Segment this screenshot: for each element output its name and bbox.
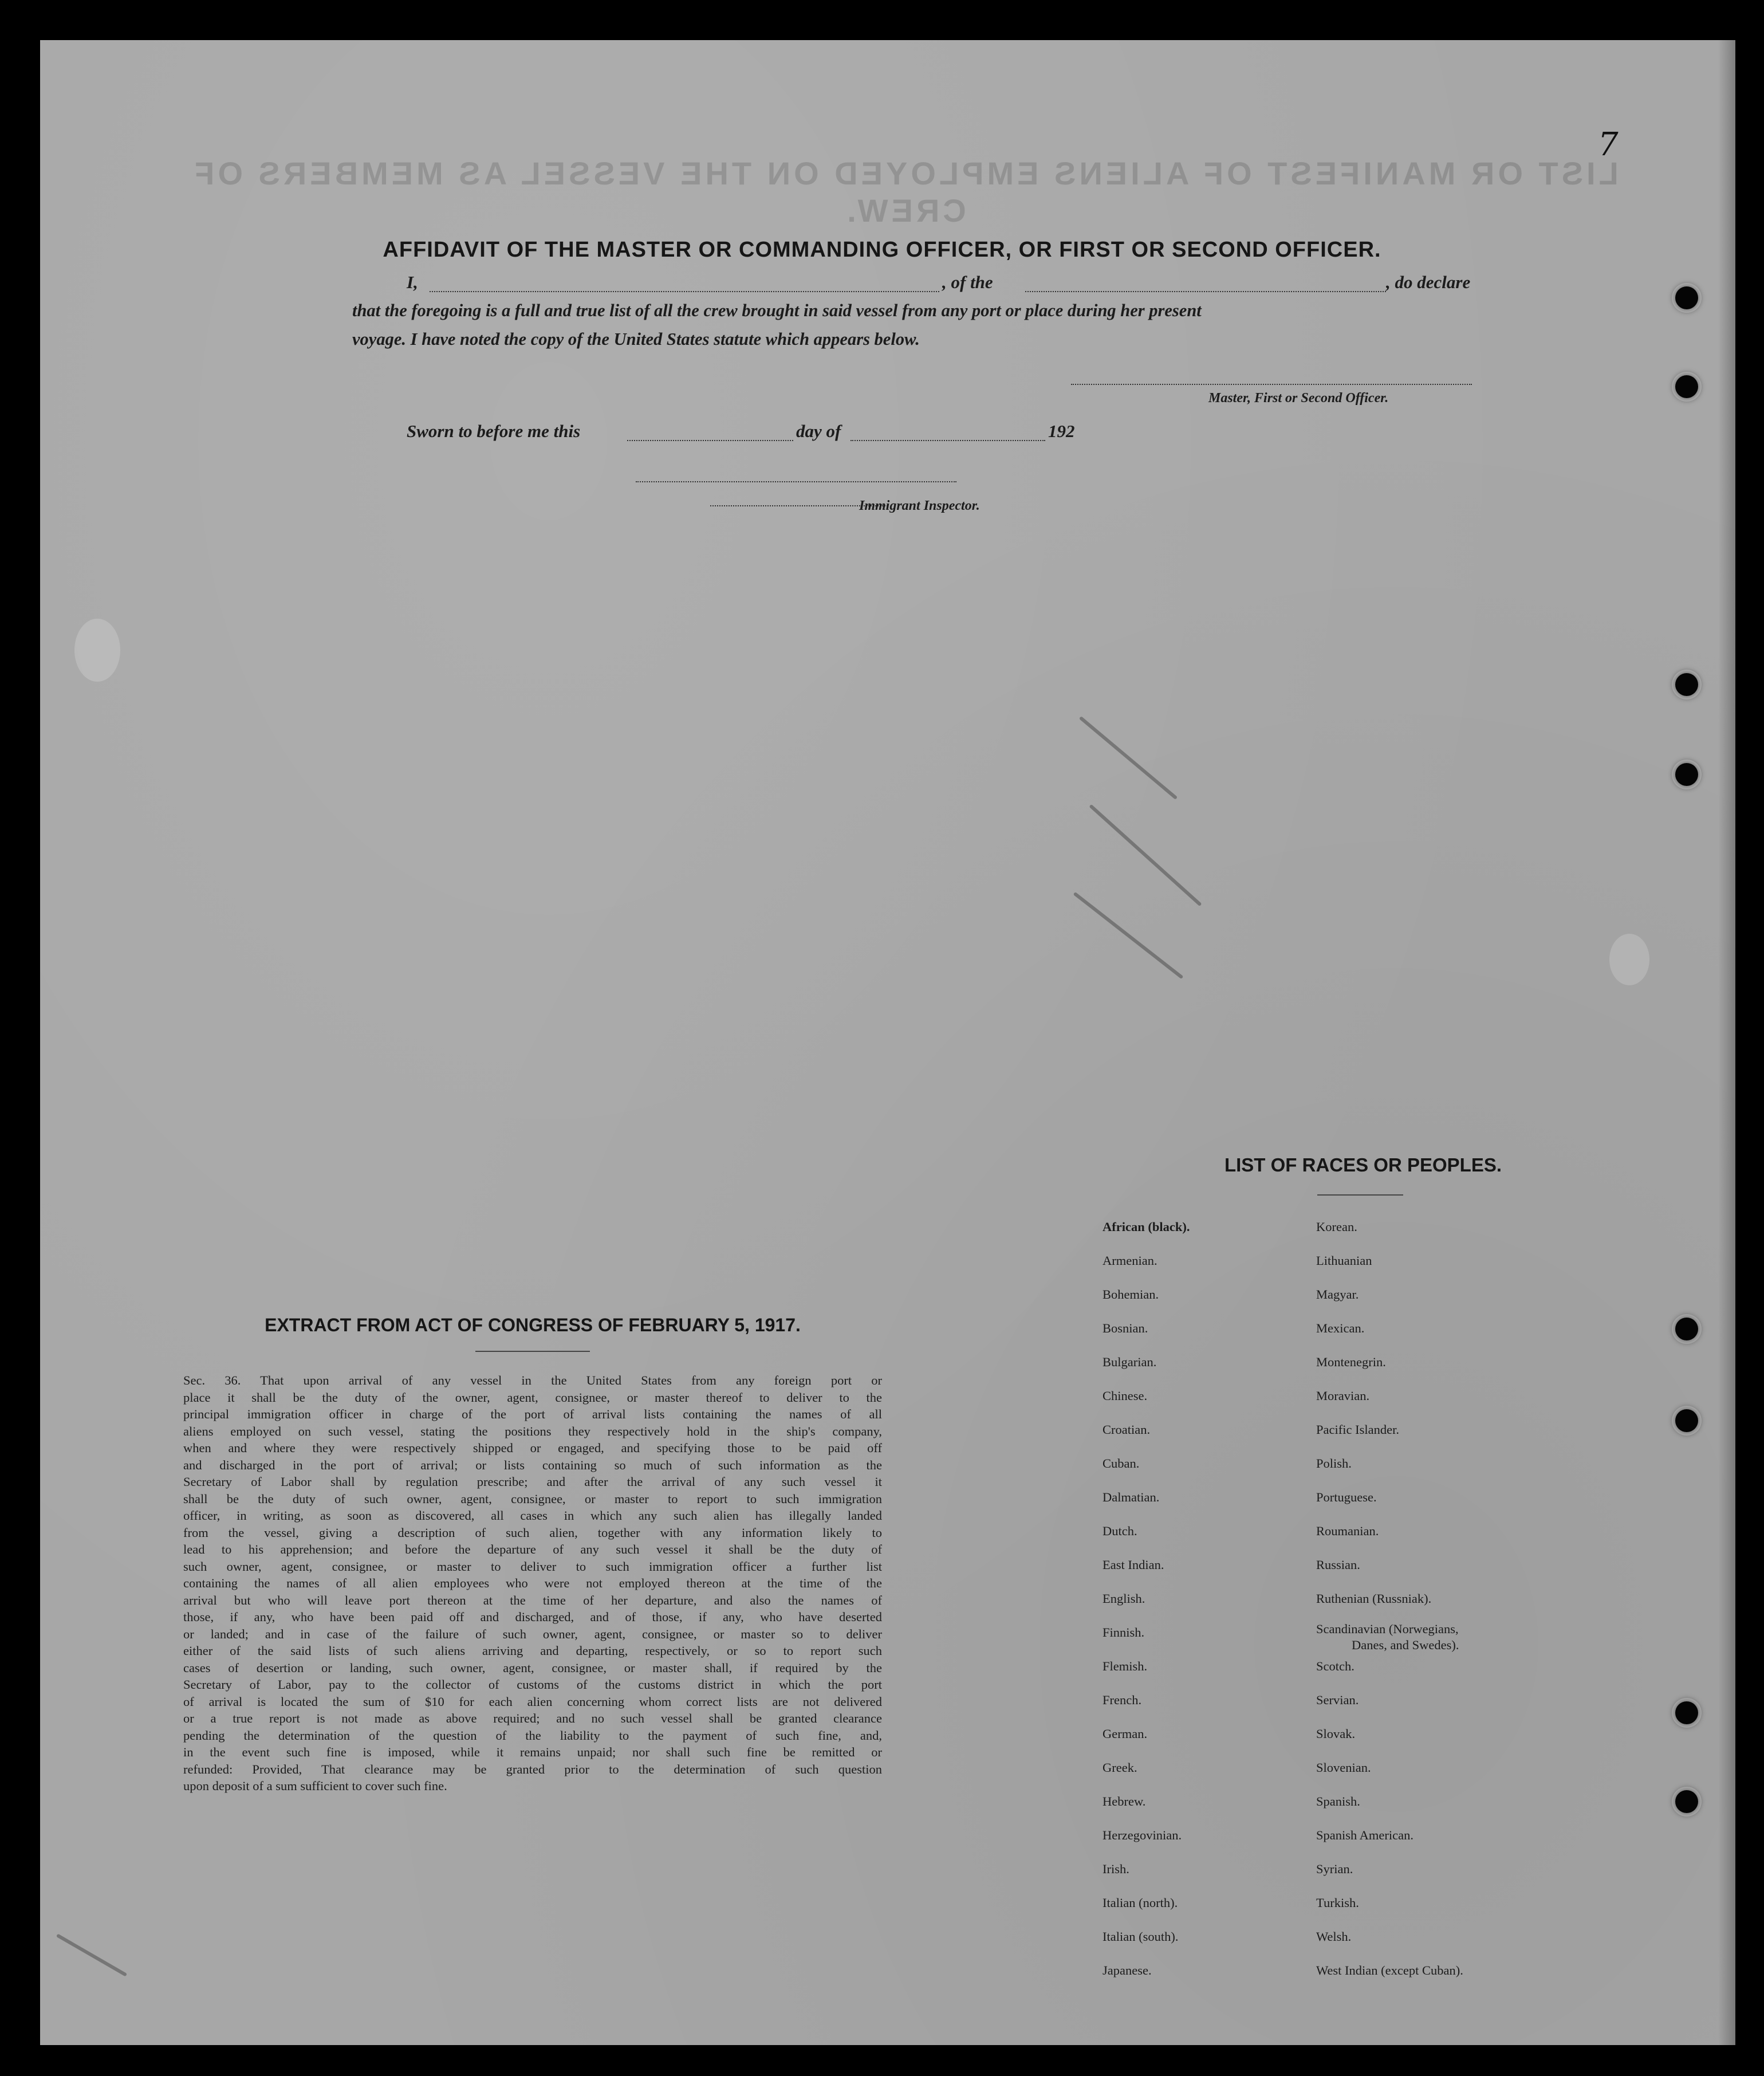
act-text-line: of arrival is located the sum of $10 for each alien concerning whom correct lists are not delivered — [183, 1694, 882, 1709]
act-text-line: upon deposit of a sum sufficient to cover such fine. — [183, 1779, 447, 1793]
act-text-line: and discharged in the port of arrival; or lists containing so much of such information as the — [183, 1457, 882, 1472]
race-item: Dutch. — [1102, 1524, 1137, 1538]
act-text-line: those, if any, who have been paid off and discharged, and of those, if any, who have deserted — [183, 1610, 882, 1624]
race-item: Scandinavian (Norwegians, — [1316, 1622, 1459, 1636]
race-item: Irish. — [1102, 1862, 1129, 1876]
race-item: Italian (south). — [1102, 1929, 1179, 1944]
act-text-line: or landed; and in case of the failure of such owner, agent, consignee, or master so to deliver — [183, 1626, 882, 1641]
race-item: Bohemian. — [1102, 1287, 1159, 1302]
race-item: Herzegovinian. — [1102, 1828, 1182, 1842]
race-item: West Indian (except Cuban). — [1316, 1963, 1463, 1977]
act-text-line: Secretary of Labor, pay to the collector of customs of the customs district in which the port — [183, 1677, 882, 1692]
vessel-blank-line — [1025, 291, 1386, 292]
sworn-label: Sworn to before me this — [407, 421, 581, 441]
extract-title-rule — [475, 1351, 590, 1352]
act-text-line: refunded: Provided, That clearance may be granted prior to the determination of such question — [183, 1762, 882, 1776]
act-text-line: cases of desertion or landing, such owner, agent, consignee, or master shall, if required by the — [183, 1660, 882, 1675]
affidavit-of-the-label: , of the — [942, 272, 993, 292]
race-item: Pacific Islander. — [1316, 1422, 1399, 1437]
affidavit-i-label: I, — [407, 272, 418, 292]
race-item: Mexican. — [1316, 1321, 1365, 1335]
race-item: Polish. — [1316, 1456, 1352, 1470]
show-through-title: LIST OR MANIFEST OF ALIENS EMPLOYED ON THE VESSEL AS MEMBERS OF CREW. — [191, 155, 1619, 229]
corner-handwritten-mark: 7 — [1598, 126, 1619, 163]
race-item: Cuban. — [1102, 1456, 1140, 1470]
act-text-line: Sec. 36. That upon arrival of any vessel in the United States from any foreign port or — [183, 1373, 882, 1387]
race-item: Portuguese. — [1316, 1490, 1377, 1504]
race-item: Slovak. — [1316, 1727, 1356, 1741]
act-text-line: in the event such fine is imposed, while it remains unpaid; nor shall such fine be remitted or — [183, 1745, 882, 1759]
race-item: French. — [1102, 1693, 1142, 1707]
act-text-line: from the vessel, giving a description of such alien, together with any information likely to — [183, 1525, 882, 1540]
race-item: Armenian. — [1102, 1253, 1157, 1268]
act-text-line: pending the determination of the question of the liability to the payment of such fine, and, — [183, 1728, 882, 1743]
binder-hole — [1675, 673, 1698, 696]
race-item: Russian. — [1316, 1558, 1360, 1572]
race-item: Croatian. — [1102, 1422, 1151, 1437]
affidavit-statement-line-3: voyage. I have noted the copy of the United States statute which appears below. — [352, 329, 920, 349]
inspector-signature-label: Immigrant Inspector. — [859, 498, 980, 513]
race-item: English. — [1102, 1591, 1145, 1606]
race-item: Hebrew. — [1102, 1794, 1146, 1808]
pen-stroke-mark — [1089, 804, 1202, 906]
act-text-line: when and where they were respectively shipped or engaged, and specifying those to be paid off — [183, 1441, 882, 1455]
race-item: African (black). — [1102, 1220, 1190, 1234]
binder-hole — [1675, 286, 1698, 309]
act-text-line: shall be the duty of such owner, agent, consignee, or master to report to such immigration — [183, 1491, 882, 1506]
race-item: Bulgarian. — [1102, 1355, 1157, 1369]
race-item: Dalmatian. — [1102, 1490, 1160, 1504]
binder-hole — [1675, 763, 1698, 786]
race-item: Flemish. — [1102, 1659, 1148, 1673]
race-item: Moravian. — [1316, 1389, 1370, 1403]
race-item: Scotch. — [1316, 1659, 1354, 1673]
name-blank-line — [430, 291, 939, 292]
race-item: German. — [1102, 1727, 1148, 1741]
binder-hole — [1675, 375, 1698, 398]
race-item-continuation: Danes, and Swedes). — [1352, 1638, 1459, 1652]
race-item: Montenegrin. — [1316, 1355, 1386, 1369]
act-text-line: containing the names of all alien employees who were not employed thereon at the time of the — [183, 1576, 882, 1590]
races-title-rule — [1317, 1194, 1403, 1196]
master-signature-line — [1071, 384, 1472, 385]
race-item: Slovenian. — [1316, 1760, 1371, 1775]
day-of-label: day of — [796, 421, 841, 441]
race-item: Turkish. — [1316, 1896, 1359, 1910]
sworn-month-blank-line — [850, 440, 1045, 441]
act-text-line: officer, in writing, as soon as discovered, all cases in which any such alien has illegally landed — [183, 1508, 882, 1523]
pen-stroke-mark — [56, 1933, 127, 1976]
pen-stroke-mark — [1079, 716, 1178, 800]
binder-hole — [1675, 1318, 1698, 1340]
document-page — [40, 40, 1735, 2045]
race-item: Bosnian. — [1102, 1321, 1148, 1335]
race-item: East Indian. — [1102, 1558, 1164, 1572]
race-item: Magyar. — [1316, 1287, 1359, 1302]
pen-stroke-mark — [1073, 892, 1184, 979]
act-text-line: place it shall be the duty of the owner, agent, consignee, or master thereof to deliver to the — [183, 1390, 882, 1405]
act-text-line: lead to his apprehension; and before the departure of any such vessel it shall be the duty of — [183, 1542, 882, 1556]
race-item: Lithuanian — [1316, 1253, 1372, 1268]
race-item: Roumanian. — [1316, 1524, 1379, 1538]
race-item: Ruthenian (Russniak). — [1316, 1591, 1432, 1606]
race-item: Servian. — [1316, 1693, 1359, 1707]
race-item: Spanish. — [1316, 1794, 1360, 1808]
races-title: LIST OF RACES OR PEOPLES. — [1224, 1154, 1502, 1175]
binder-hole — [1675, 1790, 1698, 1813]
race-item: Korean. — [1316, 1220, 1357, 1234]
act-text-line: such owner, agent, consignee, or master to deliver to such immigration officer a further list — [183, 1559, 882, 1574]
sworn-year-label: 192 — [1048, 421, 1075, 441]
act-text-line: either of the said lists of such aliens arriving and departing, respectively, or so to report such — [183, 1644, 882, 1658]
affidavit-declare-label: , do declare — [1386, 272, 1471, 292]
race-item: Greek. — [1102, 1760, 1137, 1775]
race-item: Finnish. — [1102, 1625, 1145, 1639]
race-item: Syrian. — [1316, 1862, 1353, 1876]
act-text-line: Secretary of Labor shall by regulation prescribe; and after the arrival of any such vessel it — [183, 1475, 882, 1489]
act-text-line: or a true report is not made as above required; and no such vessel shall be granted clearance — [183, 1711, 882, 1725]
affidavit-statement-line-2: that the foregoing is a full and true list of all the crew brought in said vessel from any port or place during her present — [352, 301, 1202, 320]
race-item: Chinese. — [1102, 1389, 1148, 1403]
page-edge-shadow — [1718, 40, 1735, 2045]
binder-hole — [1675, 1409, 1698, 1432]
binder-hole — [1675, 1701, 1698, 1724]
race-item: Italian (north). — [1102, 1896, 1178, 1910]
scan-smudge — [74, 619, 120, 682]
inspector-signature-line — [636, 481, 956, 482]
affidavit-title: AFFIDAVIT OF THE MASTER OR COMMANDING OFFICER, OR FIRST OR SECOND OFFICER. — [383, 238, 1381, 262]
race-item: Japanese. — [1102, 1963, 1152, 1977]
act-text-line: arrival but who will leave port thereon at the time of her departure, and also the names of — [183, 1593, 882, 1607]
extract-title: EXTRACT FROM ACT OF CONGRESS OF FEBRUARY 5, 1917. — [265, 1315, 801, 1335]
master-signature-label: Master, First or Second Officer. — [1208, 391, 1389, 406]
sworn-date-blank-line — [627, 440, 793, 441]
act-text-line: principal immigration officer in charge of the port of arrival lists containing the names of all — [183, 1407, 882, 1421]
race-item: Spanish American. — [1316, 1828, 1413, 1842]
scan-smudge — [1609, 934, 1649, 985]
race-item: Welsh. — [1316, 1929, 1352, 1944]
act-text-line: aliens employed on such vessel, stating the positions they respectively hold in the ship's company, — [183, 1424, 882, 1438]
act-section-36-text — [183, 1372, 882, 1795]
